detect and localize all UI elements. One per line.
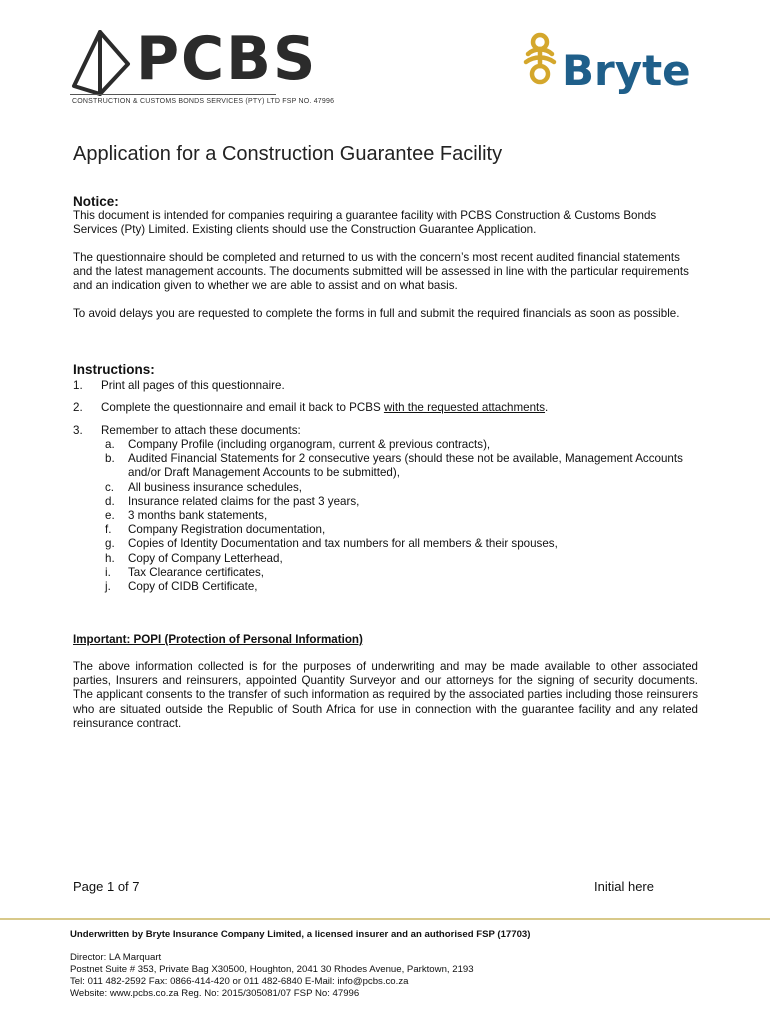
list-item [101, 537, 701, 551]
underwritten-statement: Underwritten by Bryte Insurance Company Limited, a licensed insurer and an authorised FSP (17703) [70, 929, 531, 940]
questionnaire-paragraph: The questionnaire should be completed and returned to us with the concern’s most recent audited financial statements and the latest management accounts. The documents submitted will be assessed in line with the particular requirements and an indication given to whether we are able to assist and on what basis. [73, 251, 689, 293]
popi-heading: Important: POPI (Protection of Personal Information) [73, 633, 363, 646]
contact-line: Tel: 011 482-2592 Fax: 0866-414-420 or 011 482-6840 E-Mail: info@pcbs.co.za [70, 976, 409, 987]
list-letter: j. [105, 579, 111, 593]
pcbs-divider [70, 94, 276, 95]
instruction-text: Print all pages of this questionnaire. [101, 379, 285, 392]
instructions-heading: Instructions: [73, 362, 155, 377]
list-item [101, 495, 701, 509]
instruction-text: Remember to attach these documents: [101, 424, 301, 437]
instruction-number: 2. [73, 401, 83, 414]
list-letter: f. [105, 523, 112, 537]
list-item [101, 481, 701, 495]
pcbs-tagline: CONSTRUCTION & CUSTOMS BONDS SERVICES (PTY) LTD FSP NO. 47996 [72, 98, 335, 105]
list-item [101, 452, 701, 480]
instruction-number: 3. [73, 424, 83, 437]
director-line: Director: LA Marquart [70, 952, 162, 963]
list-item [101, 438, 701, 452]
list-text: Audited Financial Statements for 2 consecutive years (should these not be available, Management Accounts and/or Draft Management Accounts to be submitted), [128, 452, 683, 480]
list-item [101, 552, 701, 566]
page-title: Application for a Construction Guarantee Facility [73, 143, 503, 165]
list-text: Copy of CIDB Certificate, [128, 579, 258, 593]
list-text: Insurance related claims for the past 3 years, [128, 494, 360, 508]
bryte-knot-icon [520, 32, 560, 88]
list-letter: g. [105, 537, 115, 551]
pcbs-emblem-icon [70, 30, 132, 96]
list-letter: b. [105, 452, 115, 466]
instruction-text-start: Complete the questionnaire and email it back to PCBS [101, 401, 384, 414]
list-letter: i. [105, 565, 111, 579]
pcbs-logo [70, 24, 335, 110]
footer-divider [0, 918, 770, 920]
address-line: Postnet Suite # 353, Private Bag X30500, Houghton, 2041 30 Rhodes Avenue, Parktown, 2193 [70, 964, 474, 975]
list-letter: c. [105, 480, 115, 494]
list-item [101, 523, 701, 537]
website-line: Website: www.pcbs.co.za Reg. No: 2015/305081/07 FSP No: 47996 [70, 988, 360, 999]
list-item [101, 566, 701, 580]
list-letter: h. [105, 551, 115, 565]
bryte-wordmark: Bryte [562, 46, 691, 95]
notice-heading: Notice: [73, 194, 119, 209]
list-letter: a. [105, 438, 115, 451]
list-item [101, 509, 701, 523]
instruction-text-end: . [545, 401, 549, 414]
popi-paragraph: The above information collected is for the purposes of underwriting and may be made available to other associated parties, Insurers and reinsurers, appointed Quantity Surveyor and our attorneys for the signing of security documents. The applicant consents to the transfer of such information as required by the associated parties including those reinsurers who are situated outside the Republic of South Africa for use in connection with the guarantee facility and any related reinsurance contract. [73, 660, 698, 730]
instruction-text [101, 401, 548, 414]
bryte-logo [520, 28, 700, 98]
list-text: Company Registration documentation, [128, 523, 326, 537]
list-letter: d. [105, 494, 115, 508]
page-number: Page 1 of 7 [73, 879, 140, 894]
initial-here-label: Initial here [594, 879, 654, 894]
notice-paragraph: This document is intended for companies requiring a guarantee facility with PCBS Construction & Customs Bonds Services (Pty) Limited. Existing clients should use the Construction Guarantee Application. [73, 209, 657, 237]
attachments-list [101, 438, 701, 594]
list-text: 3 months bank statements, [128, 508, 268, 522]
requested-attachments-link[interactable]: with the requested attachments [383, 401, 546, 414]
list-text: Tax Clearance certificates, [128, 565, 264, 579]
list-text: All business insurance schedules, [128, 480, 303, 494]
delay-paragraph: To avoid delays you are requested to complete the forms in full and submit the required financials as soon as possible. [73, 307, 680, 320]
list-letter: e. [105, 508, 115, 522]
list-item [101, 580, 701, 594]
list-text: Copy of Company Letterhead, [128, 551, 283, 565]
pcbs-wordmark: PCBS [136, 24, 318, 94]
list-text: Copies of Identity Documentation and tax numbers for all members & their spouses, [128, 537, 558, 551]
list-text: Company Profile (including organogram, current & previous contracts), [128, 438, 491, 451]
instruction-number: 1. [73, 379, 83, 392]
